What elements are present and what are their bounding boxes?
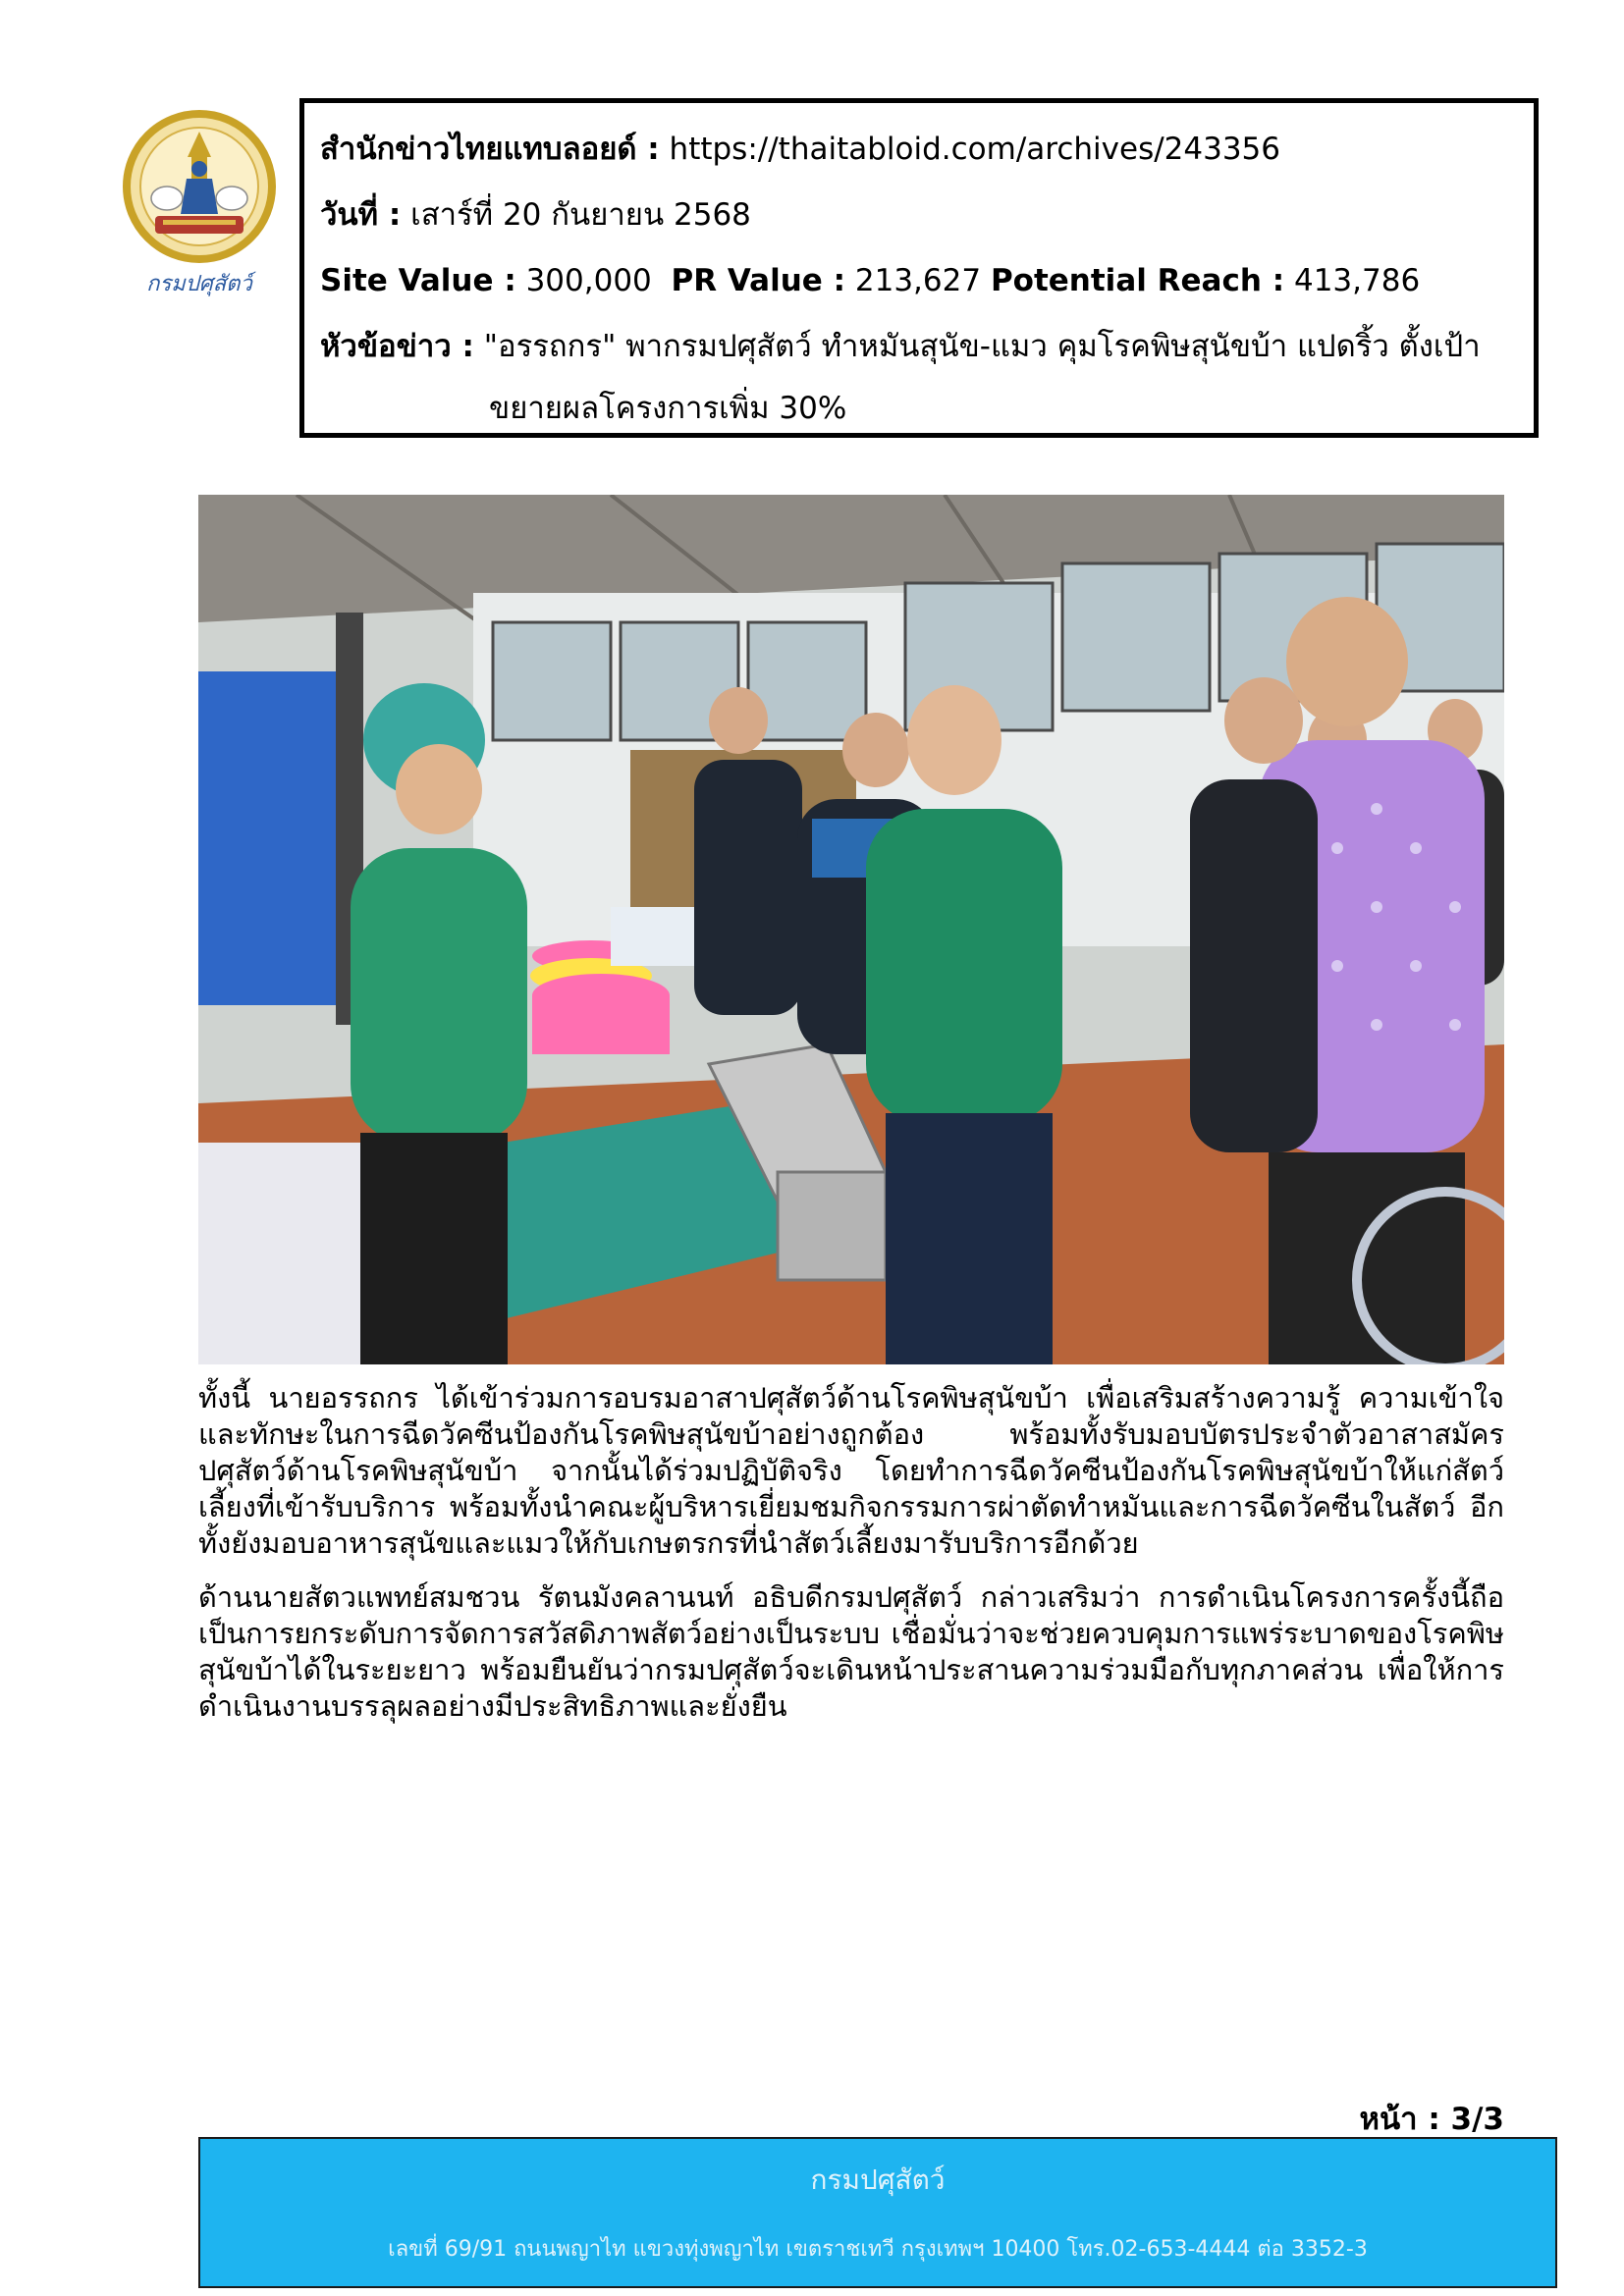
date-line (320, 183, 1534, 248)
source-line (320, 117, 1534, 183)
article-body (198, 1380, 1504, 1742)
headline-text: "อรรถกร" พากรมปศุสัตว์ ทำหมันสุนัข-แมว คุมโรคพิษสุนัขบ้า แปดริ้ว ตั้งเป้า (483, 329, 1481, 364)
footer-address: เลขที่ 69/91 ถนนพญาไท แขวงทุ่งพญาไท เขตราชเทวี กรุงเทพฯ 10400 โทร.02-653-4444 ต่อ 3352-3 (388, 2237, 1368, 2262)
headline-line (320, 314, 1534, 380)
headline-label: หัวข้อข่าว : (320, 329, 474, 364)
value-line (320, 248, 1534, 314)
paragraph-1: ทั้งนี้ นายอรรถกร ได้เข้าร่วมการอบรมอาสาปศุสัตว์ด้านโรคพิษสุนัขบ้า เพื่อเสริมสร้างความรู้ ความเข้าใจ และทักษะในการฉีดวัคซีนป้องกันโรคพิษสุนัขบ้าอย่างถูกต้อง พร้อมทั้งรับมอบบัตรประจำตัวอาสาสมัครปศุสัตว์ด้านโรคพิษสุนัขบ้า จากนั้นได้ร่วมปฏิบัติจริง โดยทำการฉีดวัคซีนป้องกันโรคพิษสุนัขบ้าให้แก่สัตว์เลี้ยงที่เข้ารับบริการ พร้อมทั้งนำคณะผู้บริหารเยี่ยมชมกิจกรรมการผ่าตัดทำหมันและการฉีดวัคซีนในสัตว์ อีกทั้งยังมอบอาหารสุนัขและแมวให้กับเกษตรกรที่นำสัตว์เลี้ยงมารับบริการอีกด้วย (198, 1381, 1504, 1560)
paragraph-2: ด้านนายสัตวแพทย์สมชวน รัตนมังคลานนท์ อธิบดีกรมปศุสัตว์ กล่าวเสริมว่า การดำเนินโครงการครั้งนี้ถือเป็นการยกระดับการจัดการสวัสดิภาพสัตว์อย่างเป็นระบบ เชื่อมั่นว่าจะช่วยควบคุมการแพร่ระบาดของโรคพิษสุนัขบ้าได้ในระยะยาว พร้อมยืนยันว่ากรมปศุสัตว์จะเดินหน้าประสานความร่วมมือกับทุกภาคส่วน เพื่อให้การดำเนินงานบรรลุผลอย่างมีประสิทธิภาพและยั่งยืน (198, 1580, 1504, 1723)
pr-value: 213,627 (854, 263, 982, 298)
news-photo (198, 495, 1504, 1364)
logo-text: กรมปศุสัตว์ (146, 272, 252, 296)
site-value: 300,000 (525, 263, 652, 298)
news-info-box (299, 98, 1539, 438)
page-number: หน้า : 3/3 (1359, 2102, 1504, 2137)
department-logo (116, 108, 283, 304)
source-label: สำนักข่าวไทยแทบลอยด์ : (320, 132, 660, 167)
date-value: เสาร์ที่ 20 กันยายน 2568 (410, 197, 751, 233)
reach-label: Potential Reach : (990, 263, 1285, 298)
headline-continuation: ขยายผลโครงการเพิ่ม 30% (489, 391, 847, 426)
pr-value-label: PR Value : (671, 263, 846, 298)
footer (198, 2137, 1557, 2288)
date-label: วันที่ : (320, 197, 402, 233)
reach-value: 413,786 (1293, 263, 1421, 298)
source-url[interactable]: https://thaitabloid.com/archives/243356 (669, 132, 1280, 167)
footer-org-name: กรมปศุสัตว์ (810, 2163, 946, 2196)
site-value-label: Site Value : (320, 263, 516, 298)
